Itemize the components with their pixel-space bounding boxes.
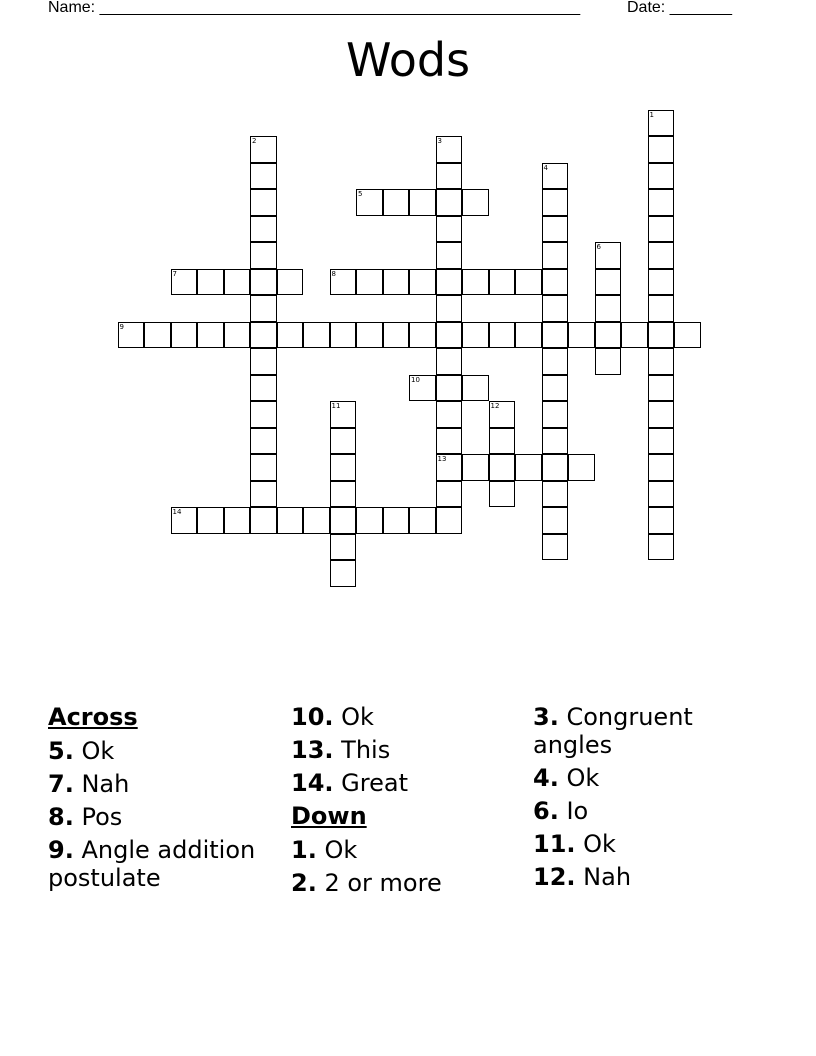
clue-item: [533, 703, 763, 759]
date-field[interactable]: Date: _______: [627, 0, 732, 16]
clue-item-text: Ok: [81, 737, 115, 765]
grid-cell[interactable]: [648, 163, 675, 190]
grid-cell[interactable]: [330, 454, 357, 481]
grid-cell[interactable]: [648, 242, 675, 269]
grid-cell[interactable]: [356, 269, 383, 296]
grid-cell[interactable]: [489, 269, 516, 296]
grid-cell[interactable]: [542, 375, 569, 402]
grid-cell[interactable]: [383, 189, 410, 216]
clue-item: [48, 737, 278, 765]
clue-number: 4: [543, 163, 548, 172]
grid-cell[interactable]: [383, 269, 410, 296]
grid-cell[interactable]: [648, 216, 675, 243]
grid-cell[interactable]: [542, 454, 569, 481]
clue-item: [291, 736, 521, 764]
grid-cell[interactable]: [224, 507, 251, 534]
grid-cell[interactable]: [542, 348, 569, 375]
puzzle-title: Wods: [345, 33, 471, 87]
grid-cell[interactable]: [462, 189, 489, 216]
grid-cell[interactable]: [542, 428, 569, 455]
grid-cell[interactable]: [250, 136, 277, 163]
grid-cell[interactable]: [277, 322, 304, 349]
grid-cell[interactable]: [250, 507, 277, 534]
clue-item: [291, 703, 521, 731]
grid-cell[interactable]: [436, 401, 463, 428]
grid-cell[interactable]: [330, 481, 357, 508]
clue-item-number: 2.: [291, 869, 317, 897]
grid-cell[interactable]: [197, 269, 224, 296]
grid-cell[interactable]: [489, 454, 516, 481]
clue-item-number: 11.: [533, 830, 576, 858]
grid-cell[interactable]: [542, 507, 569, 534]
grid-cell[interactable]: [621, 322, 648, 349]
grid-cell[interactable]: [648, 375, 675, 402]
clue-item-text: This: [341, 736, 391, 764]
grid-cell[interactable]: [197, 322, 224, 349]
grid-cell[interactable]: [383, 322, 410, 349]
grid-cell[interactable]: [648, 454, 675, 481]
grid-cell[interactable]: [648, 110, 675, 137]
grid-cell[interactable]: [409, 375, 436, 402]
clue-item-text: Angle addition postulate: [48, 836, 256, 892]
grid-cell[interactable]: [674, 322, 701, 349]
grid-cell[interactable]: [436, 295, 463, 322]
grid-cell[interactable]: [250, 375, 277, 402]
grid-cell[interactable]: [277, 269, 304, 296]
grid-cell[interactable]: [542, 269, 569, 296]
clue-number: 6: [596, 243, 601, 251]
grid-cell[interactable]: [648, 507, 675, 534]
grid-cell[interactable]: [595, 269, 622, 296]
grid-cell[interactable]: [515, 454, 542, 481]
clue-item: [48, 803, 278, 831]
clue-item-number: 6.: [533, 797, 559, 825]
down-clue-list-continued: [533, 703, 763, 891]
clue-number: 11: [331, 402, 341, 410]
grid-cell[interactable]: [542, 216, 569, 243]
grid-cell[interactable]: [648, 322, 675, 349]
grid-cell[interactable]: [595, 322, 622, 349]
grid-cell[interactable]: [595, 295, 622, 322]
grid-cell[interactable]: [224, 269, 251, 296]
grid-cell[interactable]: [409, 322, 436, 349]
grid-cell[interactable]: [436, 348, 463, 375]
grid-cell[interactable]: [330, 401, 357, 428]
clue-number: 14: [172, 508, 182, 516]
clue-item: [533, 764, 763, 792]
grid-cell[interactable]: [171, 269, 198, 296]
grid-cell[interactable]: [250, 163, 277, 190]
down-heading: Down: [291, 802, 367, 830]
clue-item: [48, 836, 278, 892]
grid-cell[interactable]: [436, 322, 463, 349]
grid-cell[interactable]: [515, 269, 542, 296]
clue-item-number: 14.: [291, 769, 334, 797]
grid-cell[interactable]: [224, 322, 251, 349]
grid-cell[interactable]: [118, 322, 145, 349]
down-clue-list: [291, 836, 521, 897]
clue-item-number: 1.: [291, 836, 317, 864]
grid-cell[interactable]: [489, 428, 516, 455]
clue-item-number: 4.: [533, 764, 559, 792]
clue-item-text: Io: [566, 797, 589, 825]
clue-item-number: 8.: [48, 803, 74, 831]
clue-item-text: Pos: [81, 803, 123, 831]
grid-cell[interactable]: [542, 481, 569, 508]
grid-cell[interactable]: [250, 401, 277, 428]
grid-cell[interactable]: [303, 322, 330, 349]
grid-cell[interactable]: [436, 136, 463, 163]
clue-item-number: 3.: [533, 703, 559, 731]
grid-cell[interactable]: [250, 454, 277, 481]
clue-item-text: Ok: [566, 764, 600, 792]
across-clue-list-continued: [291, 703, 521, 797]
grid-cell[interactable]: [197, 507, 224, 534]
grid-cell[interactable]: [542, 189, 569, 216]
grid-cell[interactable]: [648, 401, 675, 428]
grid-cell[interactable]: [436, 375, 463, 402]
grid-cell[interactable]: [144, 322, 171, 349]
grid-cell[interactable]: [568, 322, 595, 349]
across-heading: Across: [48, 703, 138, 731]
grid-cell[interactable]: [409, 507, 436, 534]
clue-item: [291, 869, 521, 897]
grid-cell[interactable]: [436, 269, 463, 296]
grid-cell[interactable]: [330, 534, 357, 561]
grid-cell[interactable]: [648, 269, 675, 296]
clue-item-number: 5.: [48, 737, 74, 765]
grid-cell[interactable]: [303, 507, 330, 534]
grid-cell[interactable]: [250, 269, 277, 296]
clue-number: 1: [649, 110, 654, 119]
grid-cell[interactable]: [542, 322, 569, 349]
grid-cell[interactable]: [436, 454, 463, 481]
clue-item: [291, 836, 521, 864]
clue-item-text: 2 or more: [324, 869, 442, 897]
clue-number: 3: [437, 137, 442, 145]
grid-cell[interactable]: [356, 507, 383, 534]
name-field[interactable]: Name: ______________________________________________________: [48, 0, 581, 16]
grid-cell[interactable]: [250, 242, 277, 269]
clue-column-3: [533, 703, 763, 896]
clue-number: 7: [172, 269, 177, 278]
clue-item-text: Ok: [583, 830, 616, 858]
clue-column-1: [48, 703, 278, 897]
clue-item-number: 13.: [291, 736, 334, 764]
clue-item-text: Ok: [324, 836, 358, 864]
grid-cell[interactable]: [436, 216, 463, 243]
grid-cell[interactable]: [250, 216, 277, 243]
grid-cell[interactable]: [648, 189, 675, 216]
grid-cell[interactable]: [277, 507, 304, 534]
grid-cell[interactable]: [542, 295, 569, 322]
grid-cell[interactable]: [462, 375, 489, 402]
clue-item-number: 10.: [291, 703, 334, 731]
grid-cell[interactable]: [542, 401, 569, 428]
grid-cell[interactable]: [409, 269, 436, 296]
grid-cell[interactable]: [568, 454, 595, 481]
clue-number: 2: [252, 137, 257, 145]
clue-item: [291, 769, 521, 797]
clue-item: [533, 830, 763, 858]
grid-cell[interactable]: [436, 242, 463, 269]
grid-cell[interactable]: [542, 534, 569, 561]
grid-cell[interactable]: [250, 348, 277, 375]
clue-number: 12: [490, 402, 500, 410]
grid-cell[interactable]: [489, 322, 516, 349]
clue-item-number: 9.: [48, 836, 74, 864]
grid-cell[interactable]: [489, 481, 516, 508]
grid-cell[interactable]: [542, 163, 569, 190]
grid-cell[interactable]: [330, 507, 357, 534]
grid-cell[interactable]: [436, 428, 463, 455]
grid-cell[interactable]: [330, 269, 357, 296]
grid-cell[interactable]: [330, 322, 357, 349]
clue-item-text: Ok: [341, 703, 374, 731]
grid-cell[interactable]: [250, 322, 277, 349]
grid-cell[interactable]: [542, 242, 569, 269]
grid-cell[interactable]: [648, 534, 675, 561]
grid-cell[interactable]: [462, 269, 489, 296]
grid-cell[interactable]: [436, 481, 463, 508]
grid-cell[interactable]: [648, 481, 675, 508]
clue-number: 5: [358, 190, 363, 198]
grid-cell[interactable]: [595, 242, 622, 269]
grid-cell[interactable]: [648, 136, 675, 163]
grid-cell[interactable]: [330, 428, 357, 455]
clue-item-text: Congruent angles: [533, 703, 693, 759]
grid-cell[interactable]: [489, 401, 516, 428]
grid-cell[interactable]: [171, 322, 198, 349]
clue-item-text: Nah: [583, 863, 632, 891]
clue-number: 9: [119, 322, 124, 331]
grid-cell[interactable]: [648, 348, 675, 375]
clue-item: [533, 797, 763, 825]
clue-number: 10: [411, 375, 420, 384]
grid-cell[interactable]: [436, 189, 463, 216]
grid-cell[interactable]: [356, 189, 383, 216]
grid-cell[interactable]: [462, 454, 489, 481]
clue-item-text: Great: [341, 769, 408, 797]
clue-item-text: Nah: [81, 770, 130, 798]
clue-item-number: 7.: [48, 770, 74, 798]
grid-cell[interactable]: [356, 322, 383, 349]
clue-column-2: [291, 703, 521, 902]
grid-cell[interactable]: [250, 189, 277, 216]
grid-cell[interactable]: [250, 481, 277, 508]
clue-number: 13: [437, 455, 447, 463]
clue-item: [533, 863, 763, 891]
grid-cell[interactable]: [171, 507, 198, 534]
grid-cell[interactable]: [648, 295, 675, 322]
grid-cell[interactable]: [409, 189, 436, 216]
clue-item-number: 12.: [533, 863, 576, 891]
grid-cell[interactable]: [330, 560, 357, 587]
grid-cell[interactable]: [436, 507, 463, 534]
grid-cell[interactable]: [648, 428, 675, 455]
clue-number: 8: [331, 269, 336, 278]
grid-cell[interactable]: [250, 428, 277, 455]
grid-cell[interactable]: [383, 507, 410, 534]
grid-cell[interactable]: [462, 322, 489, 349]
across-clue-list: [48, 737, 278, 892]
grid-cell[interactable]: [595, 348, 622, 375]
grid-cell[interactable]: [250, 295, 277, 322]
grid-cell[interactable]: [515, 322, 542, 349]
clue-item: [48, 770, 278, 798]
grid-cell[interactable]: [436, 163, 463, 190]
